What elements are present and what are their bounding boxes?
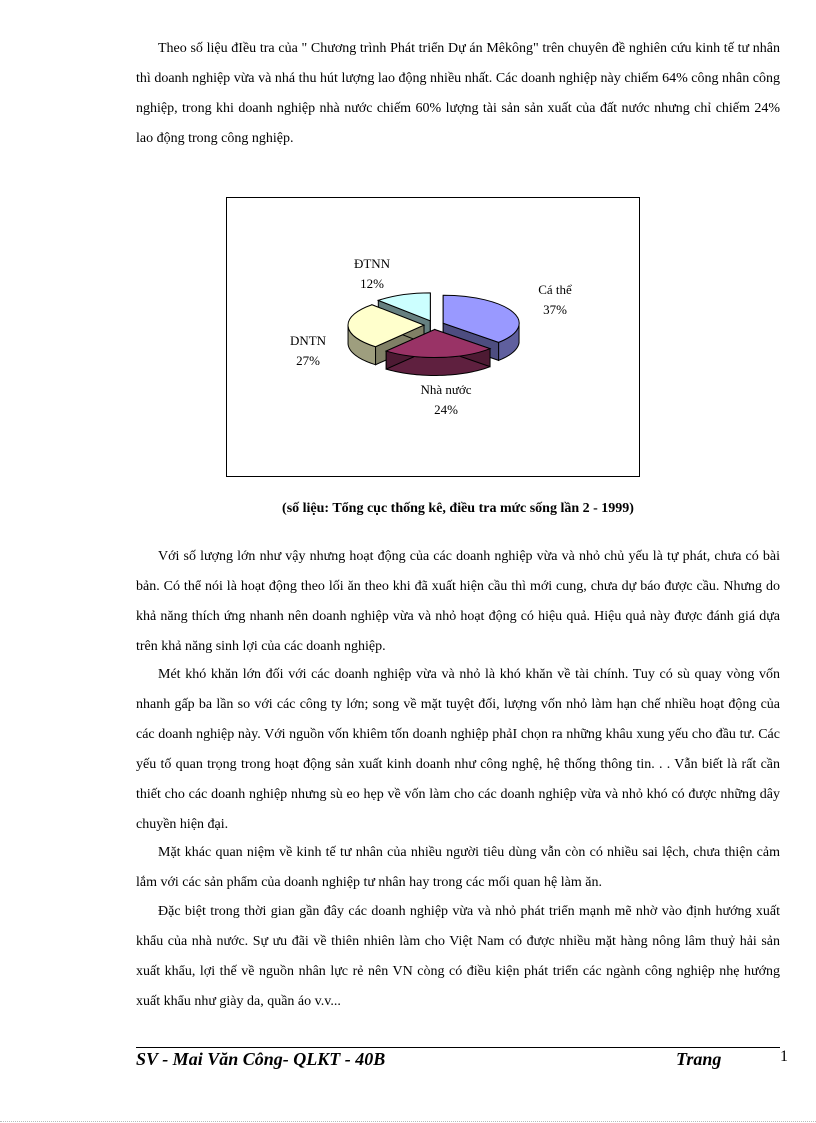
chart-caption: (số liệu: Tổng cục thống kê, điều tra mức sống lần 2 - 1999) xyxy=(282,501,634,516)
pie-label-3: DNTN xyxy=(289,333,327,348)
pie-chart xyxy=(227,198,641,478)
pie-label-4: ĐTNN xyxy=(353,256,391,271)
pie-value-label-4: 12% xyxy=(360,276,384,291)
pie-value-label-1: 37% xyxy=(543,302,567,317)
pie-chart-frame xyxy=(226,197,640,477)
pie-value-label-2: 24% xyxy=(434,402,458,417)
paragraph-3: Mét khó khăn lớn đối với các doanh nghiệp vừa và nhỏ là khó khăn về tài chính. Tuy có sù quay vòng vốn nhanh gấp ba lần so với các công ty lớn; song về mặt tuyệt đối, lượng vốn nhỏ làm hạn chế nhiều hoạt động của các doanh nghiệp này. Với nguồn vốn khiêm tốn doanh nghiệp phảI chọn ra những khâu xung yếu cho đầu tư. Các yếu tố quan trọng trong hoạt động sản xuất kinh doanh như công nghệ, hệ thống thông tin. . . Vẫn biết là rất cần thiết cho các doanh nghiệp nhưng sù eo hẹp về vốn làm cho các doanh nghiệp vừa và nhỏ khó có được những dây chuyền hiện đại. xyxy=(136,667,780,832)
pie-label-2: Nhà nước xyxy=(420,382,472,397)
paragraph-4: Mặt khác quan niệm về kinh tế tư nhân của nhiều người tiêu dùng vẫn còn có nhiều sai lệch, chưa thiện cảm lắm với các sản phẩm của doanh nghiệp tư nhân hay trong các mối quan hệ làm ăn. xyxy=(136,845,780,890)
footer-author: SV - Mai Văn Công- QLKT - 40B xyxy=(136,1049,386,1069)
paragraph-1: Theo số liệu đIều tra của " Chương trình Phát triển Dự án Mêkông" trên chuyên đề nghiên cứu kinh tế tư nhân thì doanh nghiệp vừa và nhá thu hút lượng lao động nhiều nhất. Các doanh nghiệp này chiếm 64% công nhân công nghiệp, trong khi doanh nghiệp nhà nước chiếm 60% lượng tài sản sản xuất của đất nước nhưng chỉ chiếm 24% lao động trong công nghiệp. xyxy=(136,41,780,146)
page-bottom-dotted-line xyxy=(0,1121,816,1122)
pie-value-label-3: 27% xyxy=(296,353,320,368)
page-number: 1 xyxy=(780,1048,788,1065)
paragraph-2: Với số lượng lớn như vậy nhưng hoạt động của các doanh nghiệp vừa và nhỏ chủ yếu là tự phát, chưa có bài bản. Có thể nói là hoạt động theo lối ăn theo khi đã xuất hiện cầu thì mới cung, chưa dự báo được cầu. Nhưng do khả năng thích ứng nhanh nên doanh nghiệp vừa và nhỏ hoạt động có hiệu quả. Hiệu quả này được đánh giá dựa trên khả năng sinh lợi của các doanh nghiệp. xyxy=(136,549,780,654)
paragraph-5: Đặc biệt trong thời gian gần đây các doanh nghiệp vừa và nhỏ phát triển mạnh mẽ nhờ vào định hướng xuất khẩu của nhà nước. Sự ưu đãi về thiên nhiên làm cho Việt Nam có được nhiều mặt hàng nông lâm thuỷ hải sản xuất khẩu, lợi thế về nguồn nhân lực rẻ nên VN còng có điều kiện phát triển các ngành công nghiệp nhẹ hướng xuất khẩu như giày da, quần áo v.v... xyxy=(136,904,780,1009)
footer-trang-label: Trang xyxy=(676,1049,722,1069)
footer-divider xyxy=(136,1047,780,1048)
pie-label-1: Cá thể xyxy=(538,282,572,297)
